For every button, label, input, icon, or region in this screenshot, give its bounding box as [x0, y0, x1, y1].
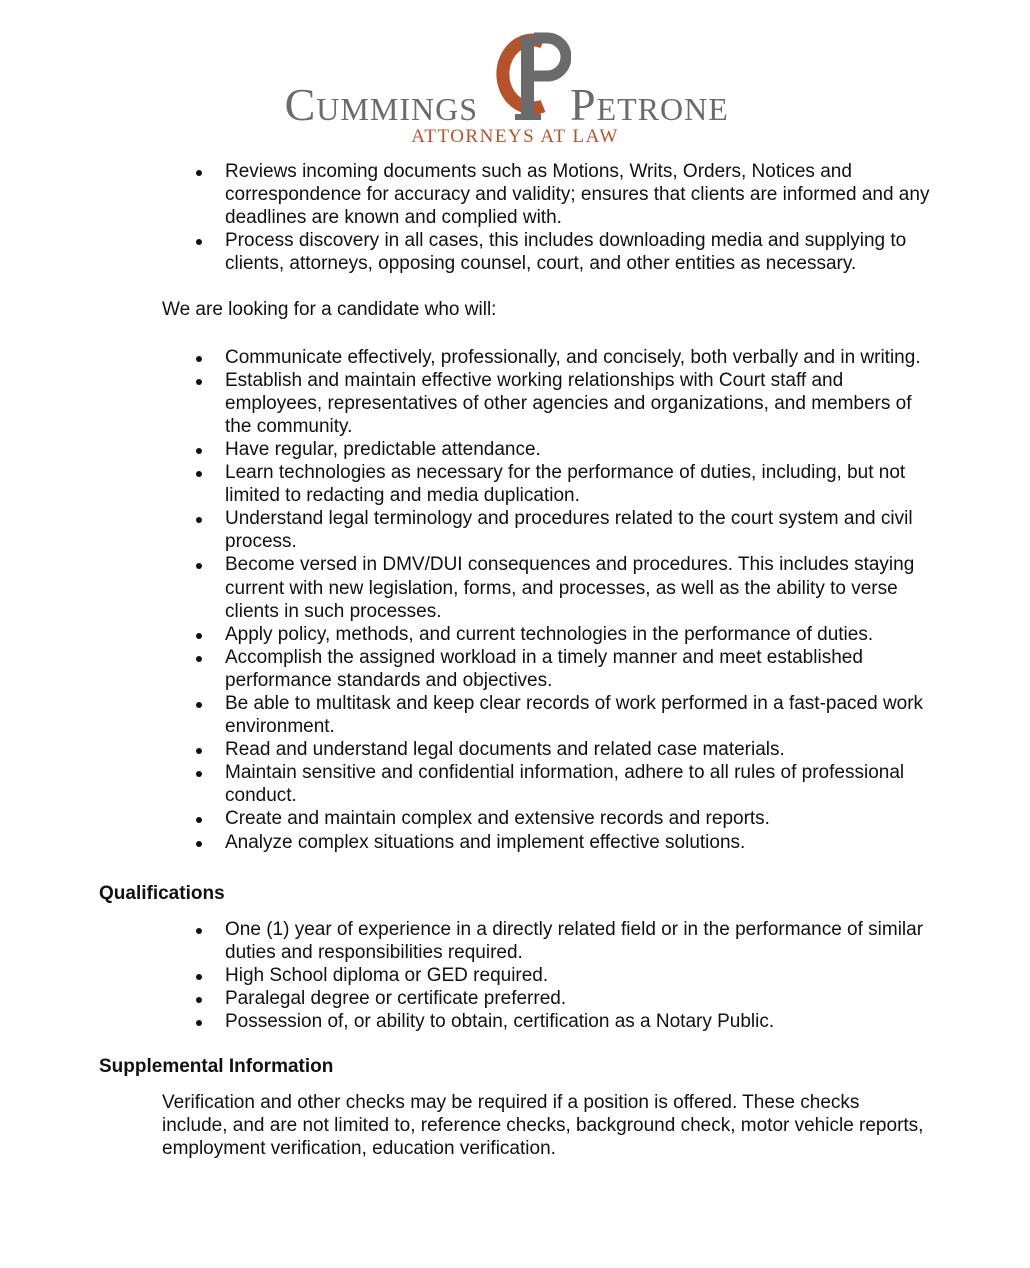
bullet-icon	[196, 656, 202, 662]
list-item: Reviews incoming documents such as Motions, Writs, Orders, Notices and correspondence for accuracy and validity; ensures that clients are informed and any deadlines are known and complied with.	[0, 160, 1030, 229]
bullet-icon	[196, 517, 202, 523]
list-item: Paralegal degree or certificate preferred.	[0, 987, 1030, 1010]
bullet-icon	[196, 379, 202, 385]
list-item: Analyze complex situations and implement effective solutions.	[0, 831, 1030, 854]
qualifications-heading: Qualifications	[99, 882, 225, 904]
list-item: One (1) year of experience in a directly related field or in the performance of similar duties and responsibilities required.	[0, 918, 1030, 964]
candidate-list	[0, 346, 1030, 854]
list-item: Maintain sensitive and confidential information, adhere to all rules of professional conduct.	[0, 761, 1030, 807]
list-item: Possession of, or ability to obtain, certification as a Notary Public.	[0, 1010, 1030, 1033]
list-item: Become versed in DMV/DUI consequences and procedures. This includes staying current with new legislation, forms, and processes, as well as the ability to verse clients in such processes.	[0, 553, 1030, 622]
candidate-intro: We are looking for a candidate who will:	[162, 299, 497, 321]
bullet-icon	[196, 563, 202, 569]
bullet-icon	[196, 997, 202, 1003]
firm-logo	[0, 28, 1030, 148]
list-item: Create and maintain complex and extensive records and reports.	[0, 807, 1030, 830]
bullet-icon	[196, 702, 202, 708]
list-item: Read and understand legal documents and related case materials.	[0, 738, 1030, 761]
supplemental-text: Verification and other checks may be required if a position is offered. These checks include, and are not limited to, reference checks, background check, motor vehicle reports, employment verification, education verification.	[162, 1092, 924, 1160]
bullet-icon	[196, 170, 202, 176]
list-item: Apply policy, methods, and current technologies in the performance of duties.	[0, 623, 1030, 646]
list-item: Establish and maintain effective working relationships with Court staff and employees, representatives of other agencies and organizations, and members of the community.	[0, 369, 1030, 438]
bullet-icon	[196, 1020, 202, 1026]
list-item: Communicate effectively, professionally, and concisely, both verbally and in writing.	[0, 346, 1030, 369]
list-item: Process discovery in all cases, this includes downloading media and supplying to clients, attorneys, opposing counsel, court, and other entities as necessary.	[0, 229, 1030, 275]
bullet-icon	[196, 448, 202, 454]
bullet-icon	[196, 817, 202, 823]
logo-name-right: Petrone	[570, 79, 729, 130]
bullet-icon	[196, 928, 202, 934]
list-item: Have regular, predictable attendance.	[0, 438, 1030, 461]
bullet-icon	[196, 974, 202, 980]
list-item: Accomplish the assigned workload in a timely manner and meet established performance standards and objectives.	[0, 646, 1030, 692]
logo-tagline: ATTORNEYS AT LAW	[411, 126, 619, 147]
list-item: Understand legal terminology and procedures related to the court system and civil process.	[0, 507, 1030, 553]
document-body	[0, 160, 1030, 1161]
bullet-icon	[196, 356, 202, 362]
bullet-icon	[196, 748, 202, 754]
list-item: Be able to multitask and keep clear records of work performed in a fast-paced work environment.	[0, 692, 1030, 738]
cp-monogram-icon	[481, 28, 571, 120]
list-item: Learn technologies as necessary for the performance of duties, including, but not limited to redacting and media duplication.	[0, 461, 1030, 507]
list-item: High School diploma or GED required.	[0, 964, 1030, 987]
qualifications-list	[0, 918, 1030, 1033]
bullet-icon	[196, 239, 202, 245]
bullet-icon	[196, 841, 202, 847]
bullet-icon	[196, 633, 202, 639]
logo-name-left: Cummings	[284, 79, 478, 130]
duties-list	[0, 160, 1030, 275]
supplemental-heading: Supplemental Information	[99, 1056, 334, 1078]
bullet-icon	[196, 771, 202, 777]
bullet-icon	[196, 471, 202, 477]
